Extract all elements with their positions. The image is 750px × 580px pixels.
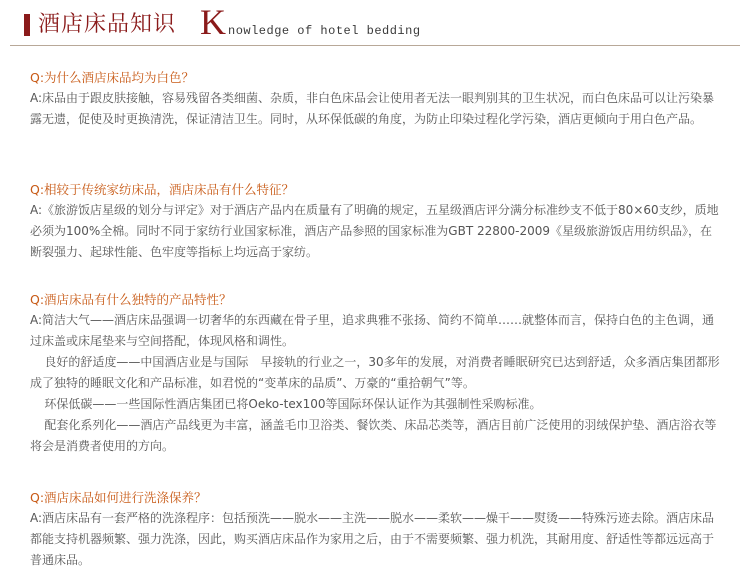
answer <box>30 88 720 130</box>
question: Q:为什么酒店床品均为白色？ <box>30 70 195 85</box>
answer <box>30 508 720 571</box>
qa-block-1 <box>30 68 720 130</box>
answer-paragraph: A:酒店床品有一套严格的洗涤程序：包括预洗——脱水——主洗——脱水——柔软——燥干——熨烫——特殊污迹去除。酒店床品都能支持机器频繁、强力洗涤，因此，购买酒店床品作为家用之后，由于不需要频繁、强力机洗，其耐用度、舒适性等都远远高于普通床品。 <box>30 511 715 567</box>
answer-paragraph: A:《旅游饭店星级的划分与评定》对于酒店产品内在质量有了明确的规定，五星级酒店评分满分标准纱支不低于80×60支纱，质地必须为100%全棉。同时不同于家纺行业国家标准，酒店产品参照的国家标准为GBT 22800-2009《星级旅游饭店用纺织品》，在断裂强力、起球性能、色牢度等指标上均远高于家纺。 <box>30 203 719 259</box>
page-title: 酒店床品知识 <box>38 12 177 37</box>
question: Q:酒店床品有什么独特的产品特性？ <box>30 292 232 307</box>
answer-paragraph: 良好的舒适度——中国酒店业是与国际 早接轨的行业之一，30多年的发展，对消费者睡眠研究已达到舒适，众多酒店集团都形成了独特的睡眠文化和产品标准，如君悦的“变革床的品质”、万豪的“重拾朝气”等。 <box>30 355 720 390</box>
answer <box>30 200 720 263</box>
qa-block-3 <box>30 290 720 457</box>
qa-block-4 <box>30 488 720 571</box>
qa-block-2 <box>30 180 720 263</box>
page-header <box>10 0 740 50</box>
header-divider <box>10 45 740 46</box>
header-english-subtitle: nowledge of hotel bedding <box>228 24 421 38</box>
header-english-initial: K <box>200 2 226 42</box>
question: Q:酒店床品如何进行洗涤保养？ <box>30 490 207 505</box>
header-accent-bar <box>24 14 30 36</box>
answer-paragraph: A:床品由于跟皮肤接触，容易残留各类细菌、杂质，非白色床品会让使用者无法一眼判别其的卫生状况，而白色床品可以让污染暴露无遗，促使及时更换清洗，保证清洁卫生。同时，从环保低碳的角度，为防止印染过程化学污染，酒店更倾向于用白色产品。 <box>30 91 715 126</box>
answer-paragraph: 环保低碳——一些国际性酒店集团已将Oeko-tex100等国际环保认证作为其强制性采购标准。 <box>44 397 542 411</box>
answer <box>30 310 720 457</box>
answer-paragraph: 配套化系列化——酒店产品线更为丰富，涵盖毛巾卫浴类、餐饮类、床品芯类等，酒店目前广泛使用的羽绒保护垫、酒店浴衣等将会是消费者使用的方向。 <box>30 418 717 453</box>
question: Q:相较于传统家纺床品，酒店床品有什么特征？ <box>30 182 295 197</box>
answer-paragraph: A:简洁大气——酒店床品强调一切奢华的东西藏在骨子里，追求典雅不张扬、简约不简单……就整体而言，保持白色的主色调，通过床盖或床尾垫来与空间搭配，体现风格和调性。 <box>30 313 715 348</box>
